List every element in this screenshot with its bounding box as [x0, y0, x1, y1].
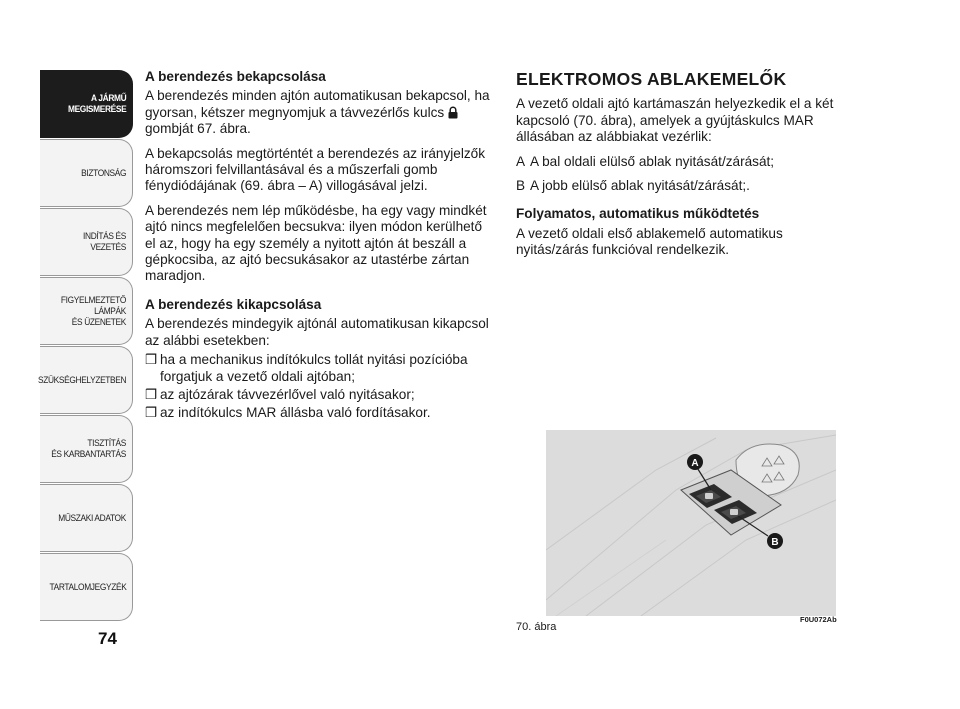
list-item: B A jobb elülső ablak nyitását/zárását;.	[516, 178, 750, 194]
checkbox-bullet-icon: ❒	[145, 352, 158, 368]
paragraph: A berendezés minden ajtón automatikusan bekapcsol, ha gyorsan, kétszer megnyomjuk a távvezérlős kulcs gombját 67. ábra.	[145, 88, 490, 137]
section-heading: A berendezés bekapcsolása	[145, 69, 326, 84]
section-heading: Folyamatos, automatikus működtetés	[516, 206, 760, 222]
paragraph: A berendezés mindegyik ajtónál automatikusan kikapcsol az alábbi esetekben:	[145, 316, 489, 348]
tab-label: MŰSZAKI ADATOK	[58, 512, 126, 524]
list-item: ❒ az indítókulcs MAR állásba való fordításakor.	[145, 405, 431, 421]
figure-caption: 70. ábra	[516, 621, 557, 633]
tab-label: SZÜKSÉGHELYZETBEN	[37, 374, 126, 386]
tab-label: TISZTÍTÁS ÉS KARBANTARTÁS	[51, 438, 126, 460]
list-item: ❒ ha a mechanikus indítókulcs tollát nyitási pozícióba forgatjuk a vezető oldali ajtóban;	[145, 352, 468, 384]
paragraph: A vezető oldali ajtó kartámaszán helyezkedik el a két kapcsoló (70. ábra), amelyek a gyújtáskulcs MAR állásában az alábbiakat vezérlik:	[516, 96, 834, 145]
tab-label: INDÍTÁS ÉS VEZETÉS	[83, 231, 126, 253]
callout-b-label: B	[771, 537, 779, 548]
tab-emergency[interactable]	[37, 346, 133, 414]
tab-label: TARTALOMJEGYZÉK	[49, 581, 126, 593]
right-column	[516, 71, 846, 267]
tab-technical-data[interactable]	[40, 484, 133, 552]
paragraph: A bekapcsolás megtörténtét a berendezés az irányjelzők háromszori felvillantásával és a műszerfali gomb fénydiódájának (69. ábra – A) villogásával jelzi.	[145, 145, 486, 194]
checkbox-bullet-icon: ❒	[145, 405, 158, 421]
tab-label: A JÁRMŰ MEGISMERÉSE	[67, 93, 126, 115]
tab-starting-driving[interactable]	[40, 208, 133, 276]
lock-icon	[448, 106, 458, 119]
tab-index[interactable]	[40, 553, 133, 621]
list-item: ❒ az ajtózárak távvezérlővel való nyitásakor;	[145, 386, 415, 402]
checkbox-bullet-icon: ❒	[145, 386, 158, 402]
tab-vehicle-overview[interactable]	[40, 70, 133, 138]
callout-a-label: A	[691, 458, 699, 469]
page-number: 74	[98, 629, 117, 648]
tab-safety[interactable]	[40, 139, 133, 207]
tab-maintenance[interactable]	[40, 415, 133, 483]
section-heading: A berendezés kikapcsolása	[145, 296, 322, 312]
paragraph: A berendezés nem lép működésbe, ha egy vagy mindkét ajtó nincs megfelelően becsukva: ilyen módon kerülhető el az, hogy ha egy személy a nyitott ajtón át beszáll a gépkocsiba, az ajtó becsukásakor az utastérbe zártan maradjon.	[145, 202, 487, 284]
tab-warning-lights[interactable]	[40, 277, 133, 345]
page-title: ELEKTROMOS ABLAKEMELŐK	[516, 69, 787, 89]
tab-label: FIGYELMEZTETŐ LÁMPÁK ÉS ÜZENETEK	[60, 294, 126, 328]
paragraph: A vezető oldali első ablakemelő automatikus nyitás/zárás funkcióval rendelkezik.	[516, 225, 783, 258]
figure-code: F0U072Ab	[800, 615, 837, 624]
list-item: A A bal oldali elülső ablak nyitását/zárását;	[516, 153, 775, 169]
tab-label: BIZTONSÁG	[81, 167, 126, 179]
armrest-drawing	[546, 430, 836, 616]
left-column	[145, 69, 493, 424]
window-switch-illustration	[546, 430, 836, 616]
chapter-tabs	[37, 70, 133, 622]
